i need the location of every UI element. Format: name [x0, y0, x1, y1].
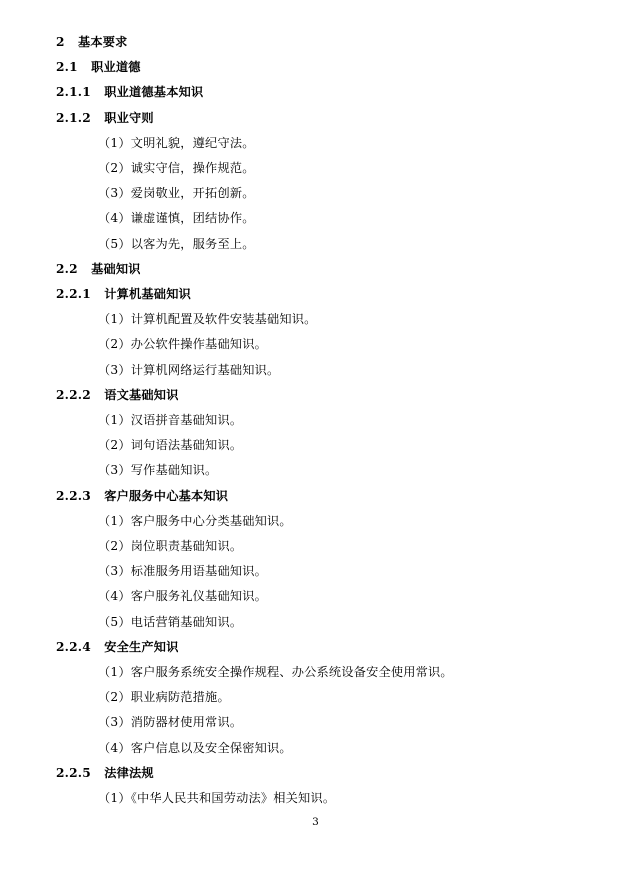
list-paragraph: （3）写作基础知识。: [98, 463, 218, 478]
section-heading: 2.2.5 法律法规: [56, 765, 154, 780]
list-paragraph: （4）谦虚谨慎，团结协作。: [98, 211, 255, 226]
list-paragraph: （1）客户服务中心分类基础知识。: [98, 513, 292, 528]
section-heading: 2.2 基础知识: [56, 261, 141, 276]
section-heading: 2 基本要求: [56, 35, 128, 49]
section-heading: 2.1.1 职业道德基本知识: [56, 85, 204, 100]
list-paragraph: （4）客户服务礼仪基础知识。: [98, 589, 267, 604]
page-number: 3: [312, 816, 319, 828]
list-paragraph: （2）岗位职责基础知识。: [98, 539, 243, 554]
list-paragraph: （5）电话营销基础知识。: [98, 614, 243, 629]
list-paragraph: （1）文明礼貌，遵纪守法。: [98, 135, 255, 150]
list-paragraph: （3）爱岗敬业，开拓创新。: [98, 186, 255, 201]
list-paragraph: （1）汉语拼音基础知识。: [98, 413, 243, 428]
document-body: [46, 30, 585, 811]
section-heading: 2.2.2 语文基础知识: [56, 387, 179, 402]
section-heading: 2.2.4 安全生产知识: [56, 639, 179, 654]
section-heading: 2.2.1 计算机基础知识: [56, 287, 191, 302]
list-paragraph: （3）消防器材使用常识。: [98, 715, 243, 730]
list-paragraph: （2）职业病防范措施。: [98, 690, 230, 705]
section-heading: 2.2.3 客户服务中心基本知识: [56, 488, 229, 503]
list-paragraph: （4）客户信息以及安全保密知识。: [98, 740, 292, 755]
list-paragraph: （2）词句语法基础知识。: [98, 438, 243, 453]
section-heading: 2.1.2 职业守则: [56, 110, 154, 125]
list-paragraph: （2）办公软件操作基础知识。: [98, 337, 267, 352]
list-paragraph: （1）《中华人民共和国劳动法》相关知识。: [98, 791, 336, 806]
list-paragraph: （2）诚实守信，操作规范。: [98, 161, 255, 176]
section-heading: 2.1 职业道德: [56, 60, 141, 75]
list-paragraph: （3）标准服务用语基础知识。: [98, 564, 267, 579]
list-paragraph: （3）计算机网络运行基础知识。: [98, 362, 280, 377]
list-paragraph: （1）计算机配置及软件安装基础知识。: [98, 312, 317, 327]
list-paragraph: （5）以客为先，服务至上。: [98, 236, 255, 251]
list-paragraph: （1）客户服务系统安全操作规程、办公系统设备安全使用常识。: [98, 665, 453, 680]
